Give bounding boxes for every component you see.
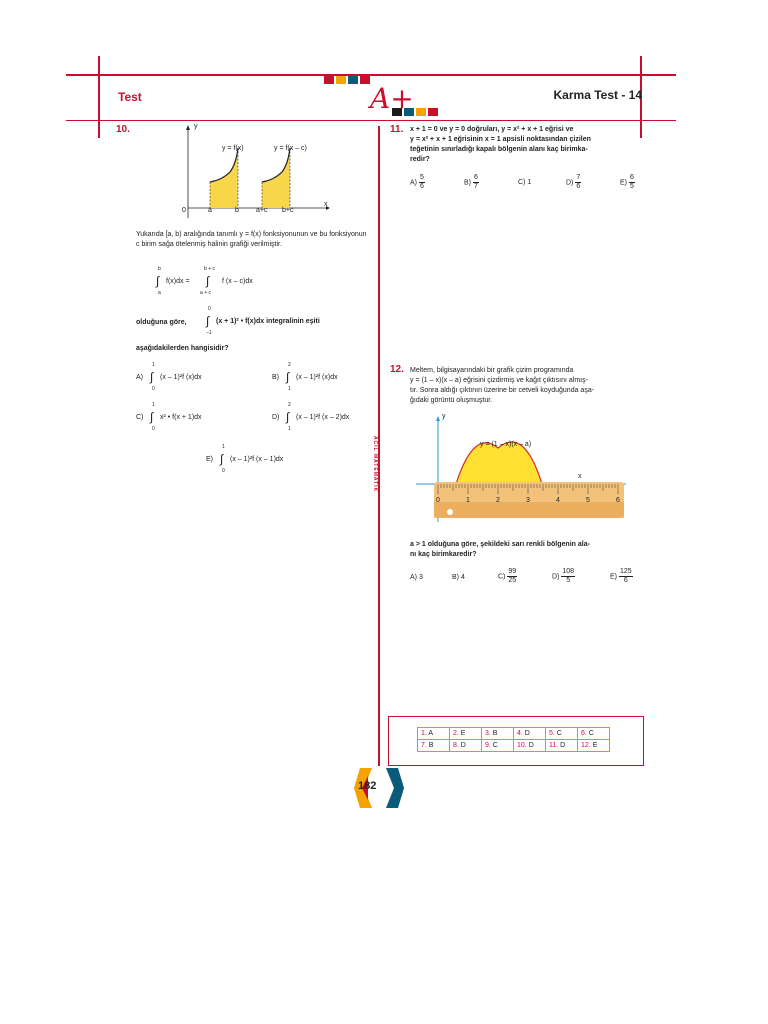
answer-key (388, 716, 644, 766)
q10-main-integral: 0 ∫ –1 (x + 1)² • f(x)dx integralinin eşiti (206, 306, 320, 336)
answer-cell: 2. E (450, 728, 482, 740)
answer-cell: 9. C (482, 740, 514, 752)
q12-option-b[interactable]: B) 4 (452, 574, 465, 581)
q10-option-a[interactable]: A) 1 ∫ 0 (x – 1)²f (x)dx (136, 362, 202, 392)
answer-cell: 6. C (578, 728, 610, 740)
q12-line2: y = (1 – x)(x – a) eğrisini çizdirmiş ve kağıt çıktısını almış- (410, 377, 588, 384)
q12-line3: tır. Sonra aldığı çıktının üzerine bir cetveli koyduğunda aşa- (410, 387, 595, 394)
q10-tick-a: a (208, 207, 212, 214)
q12-option-d[interactable]: D) $\frac{108}{5}$ (552, 568, 575, 584)
q11-line3: teğetinin sınırladığı kapalı bölgenin alanı kaç birimka- (410, 146, 588, 153)
side-label: ACIL MATEMATIK (372, 436, 378, 493)
answer-key-table (417, 727, 610, 752)
q11-option-c[interactable]: C) 1 (518, 179, 532, 186)
q12-y-axis-label: y (442, 413, 446, 420)
q12-option-a[interactable]: A) 3 (410, 574, 423, 581)
q10-text1: Yukarıda [a, b) aralığında tanımlı y = f(x) fonksiyonunun ve bu fonksiyonun c birim sağa ötelenmiş halinin grafiği verilmiştir. (136, 231, 367, 248)
q11-line1: x + 1 = 0 ve y = 0 doğruları, y = x² + x + 1 eğrisi ve (410, 126, 574, 133)
q12-option-c[interactable]: C) $\frac{99}{25}$ (498, 568, 517, 584)
q10-option-e[interactable]: E) 1 ∫ 0 (x – 1)²f (x – 1)dx (206, 444, 284, 474)
q10-curve1-label: y = f(x) (222, 145, 244, 152)
q12-line4: ğıdaki görüntü oluşmuştur. (410, 397, 493, 404)
q12-ruler-tick-4: 4 (556, 497, 560, 504)
q10-option-d[interactable]: D) 2 ∫ 1 (x – 1)²f (x – 2)dx (272, 402, 350, 432)
q12-ruler-tick-2: 2 (496, 497, 500, 504)
q12-curve-label: y = (1 – x)(x – a) (480, 441, 532, 448)
answer-cell: 11. D (546, 740, 578, 752)
q10-option-c[interactable]: C) 1 ∫ 0 x² • f(x + 1)dx (136, 402, 202, 432)
q12-question-line2: nı kaç birimkaredir? (410, 551, 477, 558)
answer-cell: 5. C (546, 728, 578, 740)
q10-y-axis-label: y (194, 123, 198, 130)
q10-x-axis-label: x (324, 201, 328, 208)
area-2 (262, 148, 290, 208)
q11-line2: y = x² + x + 1 eğrisinin x = 1 apsisli noktasından çizilen (410, 136, 591, 143)
q10-text3: aşağıdakilerden hangisidir? (136, 345, 229, 352)
header-rule-bottom (66, 120, 676, 121)
q12-ruler-tick-0: 0 (436, 497, 440, 504)
test-label: Test (118, 90, 142, 104)
q10-tick-b: b (235, 207, 239, 214)
q10-tick-a-plus-c: a+c (256, 207, 268, 214)
q12-line1: Meltem, bilgisayarındaki bir grafik çizim programında (410, 367, 574, 374)
q12-ruler-tick-6: 6 (616, 497, 620, 504)
q12-ruler-tick-1: 1 (466, 497, 470, 504)
q12-x-axis-label: x (578, 473, 582, 480)
answer-cell: 7. B (418, 740, 450, 752)
logo-text: A+ (370, 82, 414, 115)
q12-option-e[interactable]: E) $\frac{125}{6}$ (610, 568, 632, 584)
q12-ruler-tick-5: 5 (586, 497, 590, 504)
test-title: Karma Test - 14 (553, 88, 642, 102)
answer-cell: 4. D (514, 728, 546, 740)
q10-text2-pre: olduğuna göre, (136, 319, 187, 326)
logo (324, 76, 414, 120)
answer-cell: 3. B (482, 728, 514, 740)
q10-graph (174, 122, 334, 222)
ruler-hole (447, 509, 453, 515)
answer-cell: 10. D (514, 740, 546, 752)
answer-cell: 8. D (450, 740, 482, 752)
q12-graph (412, 414, 632, 524)
answer-cell: 12. E (578, 740, 610, 752)
q11-option-d[interactable]: D) $\frac{7}{6}$ (566, 174, 581, 190)
question-10-number: 10. (116, 124, 130, 135)
q10-tick-b-plus-c: b+c (282, 207, 294, 214)
column-divider (378, 126, 380, 766)
question-11-number: 11. (390, 124, 404, 135)
q11-line4: redir? (410, 156, 430, 163)
q12-ruler-tick-3: 3 (526, 497, 530, 504)
q10-origin-label: 0 (182, 207, 186, 214)
q11-option-b[interactable]: B) $\frac{6}{7}$ (464, 174, 478, 190)
area-1 (210, 148, 238, 208)
q11-option-e[interactable]: E) $\frac{6}{5}$ (620, 174, 634, 190)
q10-curve2-label: y = f(x – c) (274, 145, 307, 152)
q10-option-b[interactable]: B) 2 ∫ 1 (x – 1)²f (x)dx (272, 362, 338, 392)
page (66, 56, 676, 792)
q10-integral-equation: b ∫ a f(x)dx = b + c ∫ a + c f (x – c)dx (156, 266, 253, 296)
q11-option-a[interactable]: A) $\frac{5}{6}$ (410, 174, 424, 190)
left-margin-line (98, 56, 100, 138)
question-12-number: 12. (390, 364, 404, 375)
page-number: 182 (358, 780, 377, 792)
q12-question-line1: a > 1 olduğuna göre, şekildeki sarı renkli bölgenin ala- (410, 541, 590, 548)
answer-cell: 1. A (418, 728, 450, 740)
